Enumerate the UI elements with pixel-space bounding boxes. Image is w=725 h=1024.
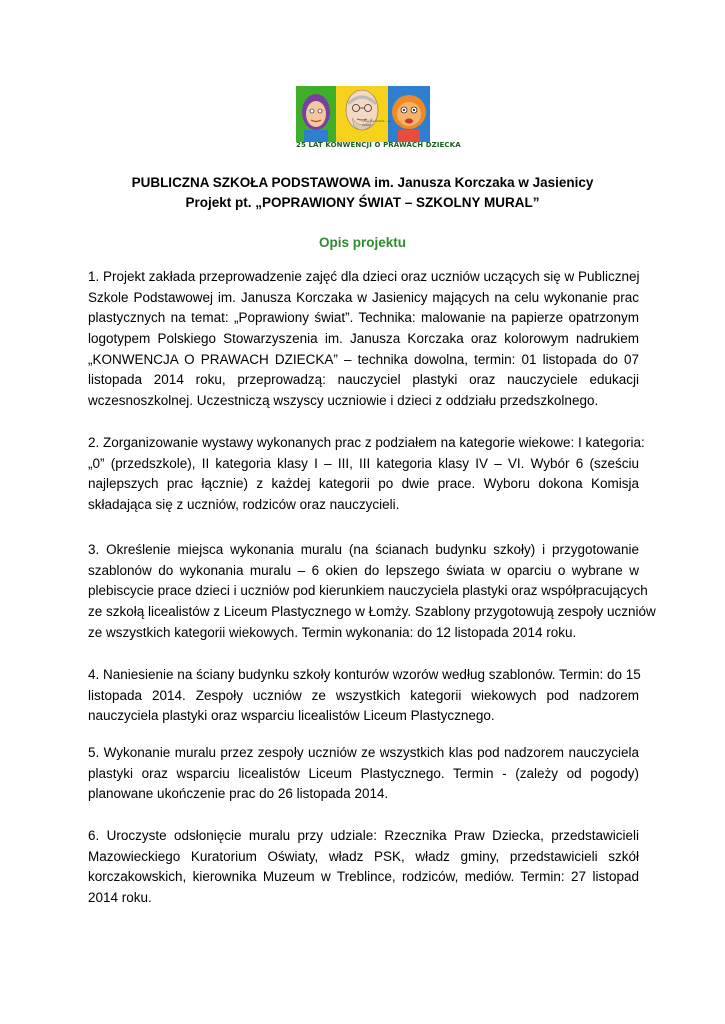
paragraph-line: planowane ukończenie prac do 26 listopada 2014. [88,786,389,802]
paragraph-line: 5. Wykonanie muralu przez zespoły uczniów ze wszystkich klas pod nadzorem nauczyciela [88,745,639,760]
paragraph-line: listopada 2014 roku, przeprowadzą: nauczyciel plastyki oraz nauczyciele edukacji [88,372,639,388]
paragraph-line: ze wszystkich kategorii wiekowych. Termin wykonania: do 12 listopada 2014 roku. [88,624,577,640]
logo-quote: „Nie ma dzieci – są ludzie” [362,119,392,127]
paragraph-line: 1. Projekt zakłada przeprowadzenie zajęć dla dzieci oraz uczniów uczących się w Publicznej [88,269,640,284]
paragraph-line: plastycznych na temat: „Poprawiony świat”. Technika: malowanie na papierze opatrzonym [88,310,639,326]
paragraph-line: „0” (przedszkole), II kategoria klasy I – III, III kategoria klasy IV – VI. Wybór 6 (sześciu [88,455,639,471]
paragraph-5 [88,743,639,805]
paragraph-4 [88,665,639,727]
paragraph-line: wczesnoszkolnej. Uczestniczą wszyscy uczniowie i dzieci z oddziału przedszkolnego. [88,393,599,409]
paragraph-2 [88,433,645,516]
paragraph-line: listopada 2014. Zespoły uczniów ze wszystkich kategorii wiekowych pod nadzorem [88,687,639,703]
paragraph-line: Mazowieckiego Kuratorium Oświaty, władz PSK, władz gminy, przedstawicieli szkół [88,848,639,864]
paragraph-line: plastyki oraz wsparciu licealistów Liceum Plastycznego. Termin - (zależy od pogody) [88,765,639,781]
paragraph-line: logotypem Polskiego Stowarzyszenia im. Janusza Korczaka oraz kolorowym nadrukiem [88,331,639,347]
section-subtitle: Opis projektu [318,235,406,250]
paragraph-line: Szkole Podstawowej im. Janusza Korczaka w Jasienicy mających na celu wykonanie prac [88,289,639,305]
paragraph-line: 2014 roku. [88,890,152,906]
paragraph-line: plebiscycie prace dzieci i uczniów pod kierunkiem nauczyciela plastyki oraz współpracujących [88,583,648,599]
paragraph-line: ze szkołą licealistów z Liceum Plastycznego w Łomży. Szablony przygotowują zespoły uczniów [88,604,656,620]
paragraph-line: 3. Określenie miejsca wykonania muralu (na ścianach budynku szkoły) i przygotowanie [88,542,639,557]
paragraph-3 [88,540,656,643]
paragraph-line: szablonów do wykonania muralu – 6 okien do lepszego świata w oparciu o wybrane w [88,562,639,578]
paragraph-line: składająca się z uczniów, rodziców oraz nauczycieli. [88,497,400,513]
paragraph-6 [88,826,639,909]
logo-caption: 25 LAT KONWENCJI O PRAWACH DZIECKA [296,141,461,149]
paragraph-1 [88,267,639,412]
paragraph-line: 2. Zorganizowanie wystawy wykonanych prac z podziałem na kategorie wiekowe: I kategoria: [88,435,645,450]
paragraph-line: 4. Naniesienie na ściany budynku szkoły konturów wzorów według szablonów. Termin: do 15 [88,667,641,682]
school-name-heading: PUBLICZNA SZKOŁA PODSTAWOWA im. Janusza Korczaka w Jasienicy [131,175,594,190]
paragraph-line: najlepszych prac łącznie) z każdej kategorii po dwie prace. Wyboru dokona Komisja [88,476,639,492]
paragraph-line: nauczyciela plastyki oraz wsparciu licealistów Liceum Plastycznego. [88,708,495,724]
paragraph-line: korczakowskich, kierownika Muzeum w Treblince, rodziców, mediów. Termin: 27 listopad [88,869,639,885]
paragraph-line: 6. Uroczyste odsłonięcie muralu przy udziale: Rzecznika Praw Dziecka, przedstawicieli [88,828,639,843]
paragraph-line: „KONWENCJA O PRAWACH DZIECKA” – technika dowolna, termin: 01 listopada do 07 [88,351,639,367]
project-title-heading: Projekt pt. „POPRAWIONY ŚWIAT – SZKOLNY MURAL” [185,195,540,210]
